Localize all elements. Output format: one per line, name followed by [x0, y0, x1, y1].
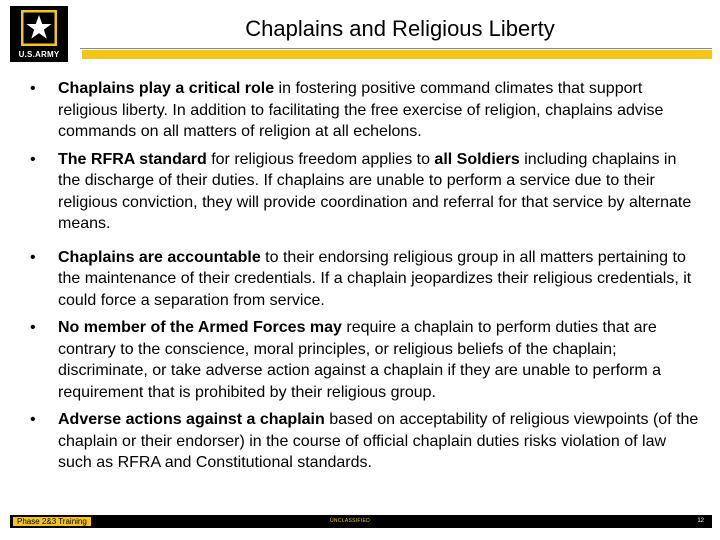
bullet-text: to their endorsing religious group in all matters pertaining to the maintenance of their credentials. If a chaplain jeopardizes their religious credentials, it could force a separation from service. [58, 248, 692, 309]
bullet-marker: • [30, 80, 36, 97]
bullet-emphasis: No member of the Armed Forces may [58, 319, 342, 336]
slide-title: Chaplains and Religious Liberty [245, 16, 555, 41]
classification-label: UNCLASSIFIED [330, 518, 370, 524]
bullet-item [30, 78, 700, 143]
bullet-text: require a chaplain to perform duties that are contrary to the conscience, moral principles, or religious beliefs of the chaplain; discriminate, or take adverse action against a chaplain if they are unable to perform a requirement that is prohibited by their religious group. [58, 319, 661, 401]
bullet-emphasis: Chaplains play a critical role [58, 80, 275, 97]
bullet-text: based on acceptability of religious viewpoints (of the chaplain or their endorser) in the course of official chaplain duties risks violation of law such as RFRA and Constitutional standards. [58, 411, 699, 471]
bullet-item [30, 247, 700, 312]
bullet-item [30, 317, 700, 403]
bullet-marker: • [30, 411, 36, 428]
training-phase-tag: Phase 2&3 Training [12, 516, 92, 527]
bullet-marker: • [30, 150, 36, 168]
army-wordmark: U.S.ARMY [18, 50, 60, 59]
bullet-item [30, 409, 700, 474]
bullet-list [30, 78, 700, 480]
bullet-emphasis: The RFRA standard [58, 150, 207, 168]
page-number: 12 [697, 518, 704, 524]
accent-bar [82, 50, 712, 59]
bullet-marker: • [30, 248, 36, 266]
bullet-text: for religious freedom applies to [206, 150, 435, 168]
bullet-emphasis-secondary: all Soldiers [434, 150, 520, 168]
bullet-text-continued: including chaplains in the discharge of their duties. If chaplains are unable to perform a service due to their religious conviction, they will provide coordination and referral for that service by alternate means. [58, 150, 692, 232]
army-logo [10, 6, 68, 62]
bullet-item [30, 149, 700, 235]
bullet-emphasis: Adverse actions against a chaplain [58, 411, 325, 428]
army-star-icon [21, 10, 57, 46]
bullet-emphasis: Chaplains are accountable [58, 248, 261, 266]
title-underline [80, 48, 712, 49]
footer-bar [10, 515, 712, 528]
bullet-text: in fostering positive command climates that support religious liberty. In addition to facilitating the free exercise of religion, chaplains advise commands on all matters of religion at all echelons. [58, 80, 664, 140]
bullet-marker: • [30, 319, 36, 336]
